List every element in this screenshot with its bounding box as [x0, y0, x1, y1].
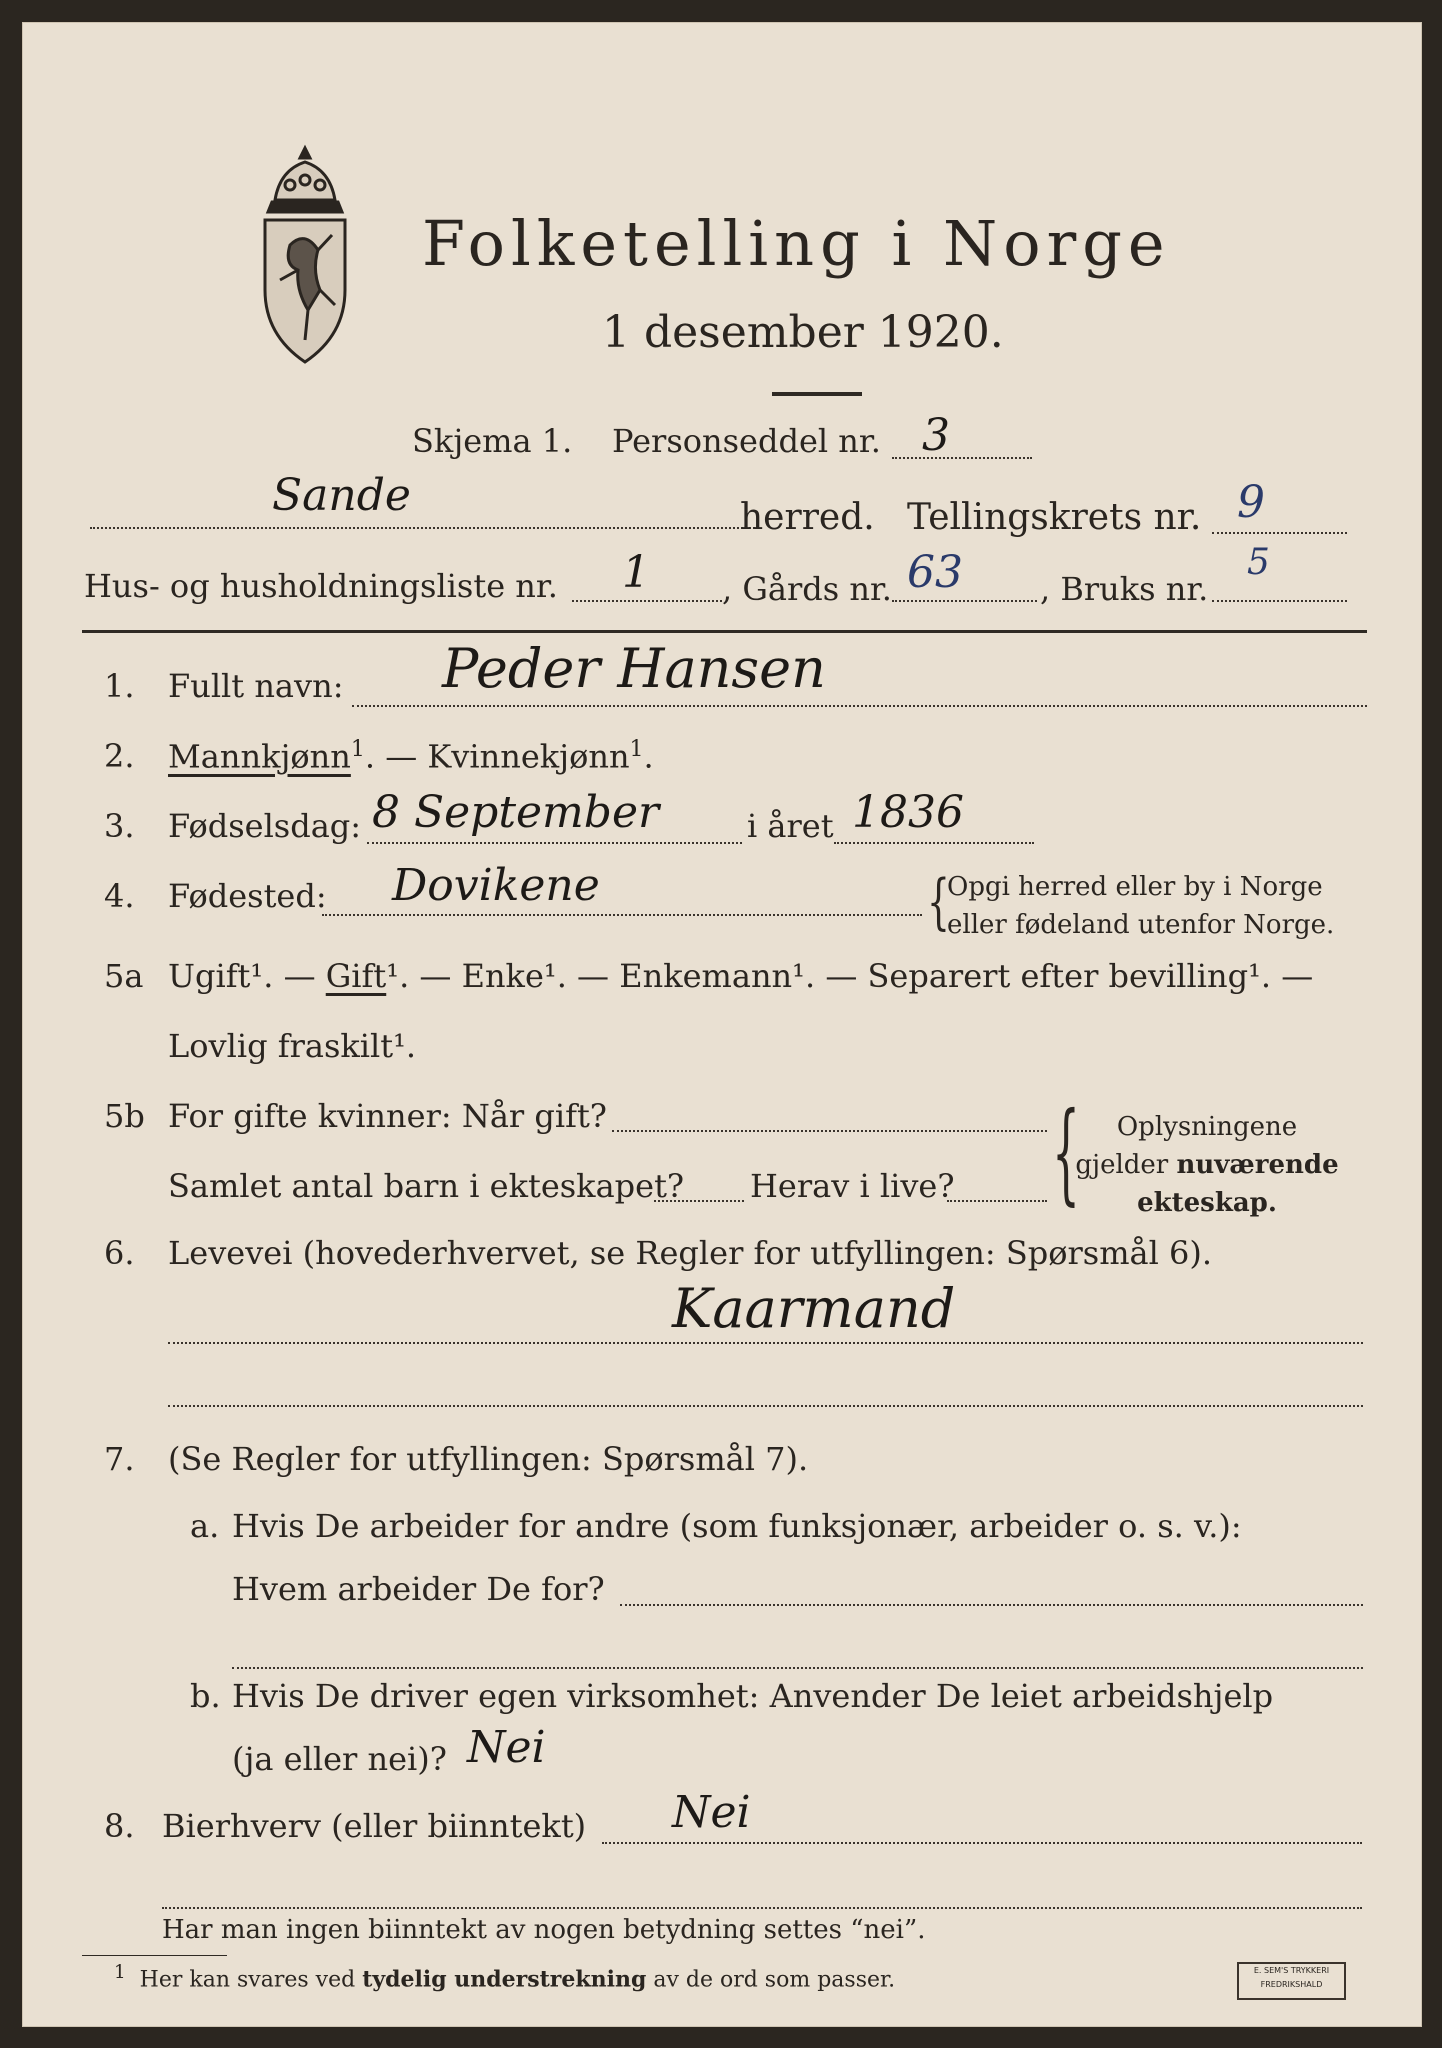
q7-number: 7.	[104, 1440, 135, 1478]
form-title: Folketelling i Norge	[422, 207, 1171, 280]
q4-brace: {	[927, 867, 950, 937]
q7b-line2: (ja eller nei)?	[232, 1740, 447, 1778]
q1-label: Fullt navn:	[168, 667, 344, 705]
coat-of-arms-icon	[250, 140, 360, 370]
hus-line	[572, 600, 722, 602]
q7a-number: a.	[190, 1507, 220, 1545]
q4-line	[322, 914, 922, 916]
q7b-value: Nei	[467, 1722, 546, 1773]
printer-stamp: E. SEM'S TRYKKERI FREDRIKSHALD	[1237, 1962, 1346, 2000]
q5b-children: Samlet antal barn i ekteskapet?	[168, 1167, 685, 1205]
q5b-note-line2: gjelder nuværende	[1075, 1150, 1339, 1180]
q7-label: (Se Regler for utfyllingen: Spørsmål 7).	[168, 1440, 809, 1478]
q4-number: 4.	[104, 877, 135, 915]
q8-note: Har man ingen biinntekt av nogen betydning settes “nei”.	[162, 1915, 926, 1945]
footnote-rule	[82, 1955, 227, 1956]
q8-line2	[162, 1907, 1362, 1909]
q6-label: Levevei (hovederhvervet, se Regler for utfyllingen: Spørsmål 6).	[168, 1234, 1213, 1272]
q5a-line2: Lovlig fraskilt¹.	[168, 1027, 417, 1065]
q5b-when-married: For gifte kvinner: Når gift?	[168, 1097, 607, 1135]
q3-day-value: 8 September	[372, 787, 660, 838]
q2-male-option: Mannkjønn	[168, 737, 351, 776]
q5b-brace: {	[1052, 1088, 1080, 1216]
personseddel-line	[892, 457, 1032, 459]
census-form-page	[22, 22, 1422, 2027]
tellingskrets-line	[1212, 532, 1347, 534]
q3-year-line	[834, 842, 1034, 844]
q6-value: Kaarmand	[672, 1277, 956, 1340]
q5b-note-line3: ekteskap.	[1137, 1188, 1277, 1218]
hus-value: 1	[622, 547, 650, 598]
q1-line	[352, 705, 1367, 707]
q5a-options: Ugift¹. — Gift¹. — Enke¹. — Enkemann¹. — Separert efter bevilling¹. —	[168, 957, 1314, 995]
q3-year-label: i året	[747, 807, 834, 845]
header-rule	[82, 630, 1367, 633]
bruks-line	[1212, 600, 1347, 602]
q5b-number: 5b	[104, 1097, 145, 1135]
tellingskrets-label: Tellingskrets nr.	[907, 497, 1202, 538]
herred-label: herred.	[740, 497, 875, 538]
q4-value: Dovikene	[392, 860, 600, 911]
q8-line1	[602, 1842, 1362, 1844]
q5b-alive: Herav i live?	[750, 1167, 955, 1205]
title-divider	[772, 392, 862, 396]
q3-day-line	[367, 842, 742, 844]
q2-options: Mannkjønn$^1$. — Kvinnekjønn$^1$.	[168, 737, 654, 776]
q7a-line2: Hvem arbeider De for?	[232, 1570, 605, 1608]
q7a-line1: Hvis De arbeider for andre (som funksjonær, arbeider o. s. v.):	[232, 1507, 1242, 1545]
q6-line2	[168, 1405, 1363, 1407]
q5b-when-line	[612, 1130, 1047, 1132]
q5a-gift-option: Gift	[325, 957, 387, 995]
herred-value: Sande	[272, 470, 411, 521]
q1-value: Peder Hansen	[442, 637, 826, 700]
q6-number: 6.	[104, 1234, 135, 1272]
q1-number: 1.	[104, 667, 135, 705]
herred-line	[90, 527, 755, 529]
skjema-label: Skjema 1.	[412, 422, 573, 460]
q5b-alive-line	[947, 1200, 1047, 1202]
gards-label: , Gårds nr.	[722, 570, 892, 608]
q5a-number: 5a	[104, 957, 144, 995]
tellingskrets-value: 9	[1237, 477, 1265, 528]
bruks-value: 5	[1247, 542, 1270, 583]
q8-number: 8.	[104, 1807, 135, 1845]
q6-line1	[168, 1342, 1363, 1344]
bruks-label: , Bruks nr.	[1040, 570, 1209, 608]
q5b-note-line1: Oplysningene	[1116, 1112, 1298, 1142]
hus-label: Hus- og husholdningsliste nr.	[84, 567, 558, 605]
q7a-line-extra	[232, 1667, 1363, 1669]
q8-value: Nei	[672, 1787, 751, 1838]
personseddel-value: 3	[922, 410, 950, 461]
gards-value: 63	[907, 547, 963, 598]
personseddel-label: Personseddel nr.	[612, 422, 881, 460]
q4-label: Fødested:	[168, 877, 327, 915]
q8-label: Bierhverv (eller biinntekt)	[162, 1807, 587, 1845]
q7b-number: b.	[190, 1677, 221, 1715]
q5b-children-line	[654, 1200, 744, 1202]
q4-note-line1: Opgi herred eller by i Norge	[947, 872, 1323, 902]
q4-note-line2: eller fødeland utenfor Norge.	[947, 910, 1335, 940]
census-date: 1 desember 1920.	[602, 307, 1004, 358]
q7b-line1: Hvis De driver egen virksomhet: Anvender De leiet arbeidshjelp	[232, 1677, 1274, 1715]
q7a-line	[620, 1604, 1363, 1606]
q2-number: 2.	[104, 737, 135, 775]
q3-number: 3.	[104, 807, 135, 845]
footnote: $^1$ Her kan svares ved tydelig understrekning av de ord som passer.	[114, 1962, 896, 1993]
q3-year-value: 1836	[852, 787, 964, 838]
q3-label: Fødselsdag:	[168, 807, 362, 845]
gards-line	[892, 600, 1037, 602]
